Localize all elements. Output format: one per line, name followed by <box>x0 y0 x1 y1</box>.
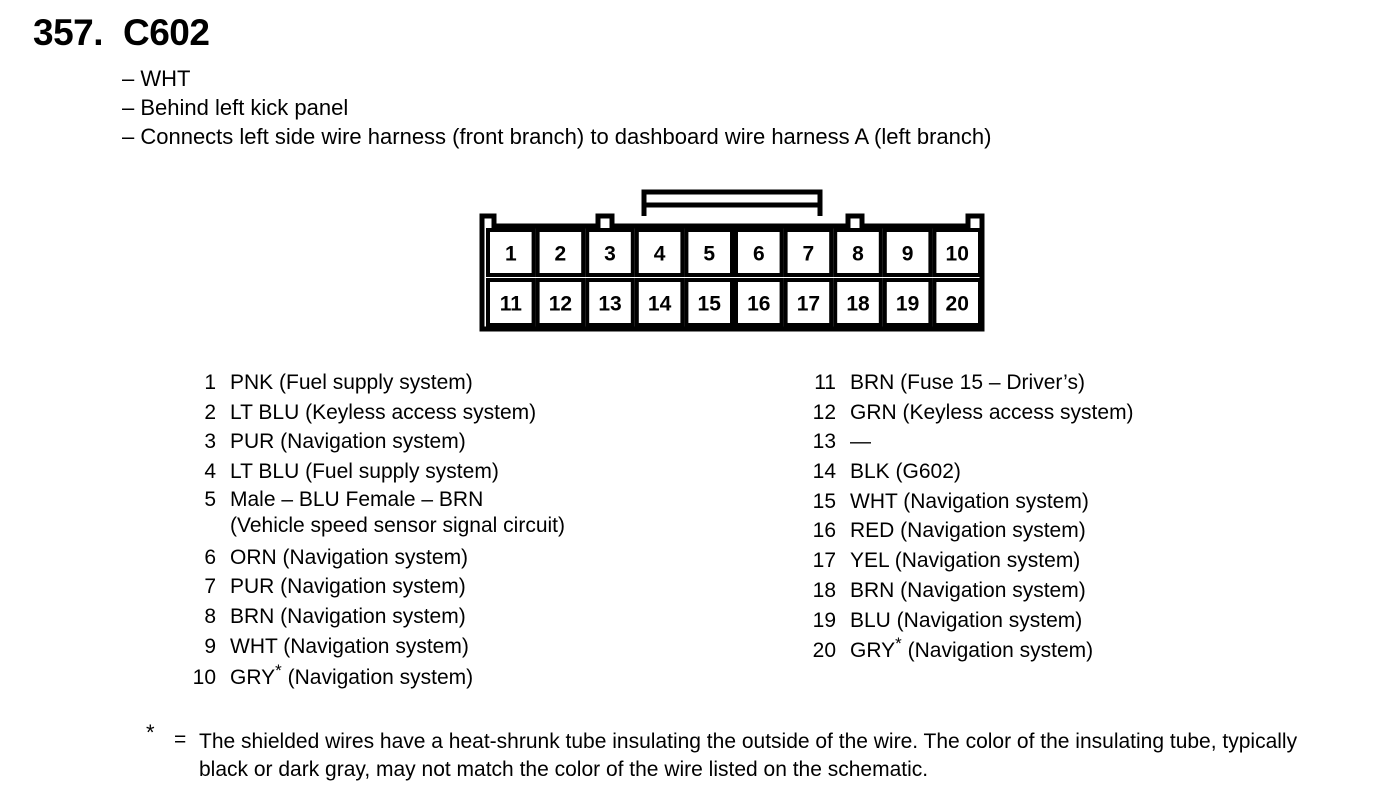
wire-description: BRN (Fuse 15 – Driver’s) <box>850 371 1085 394</box>
pin-number-5: 5 <box>703 242 716 266</box>
circuit-system: (Navigation system) <box>901 639 1094 663</box>
wire-description: YEL (Navigation system) <box>850 549 1081 573</box>
wire-description: BRN (Navigation system) <box>230 605 466 629</box>
pin-row-description <box>230 572 466 602</box>
wire-description: — <box>850 430 871 454</box>
wire-description: RED (Navigation system) <box>850 519 1086 543</box>
footnote-asterisk: * <box>146 720 155 745</box>
footnote-equals: = <box>174 728 187 751</box>
pin-row-number: 5 <box>204 487 216 511</box>
info-color: – WHT <box>122 66 191 91</box>
pin-number-15: 15 <box>697 292 721 316</box>
pin-row-description <box>850 606 1082 636</box>
section-number: 357. <box>33 12 104 53</box>
wire-description: GRN (Keyless access system) <box>850 400 1134 424</box>
pin-row-description <box>850 635 1093 668</box>
wire-description: BRN (Navigation system) <box>850 578 1086 602</box>
pin-number-20: 20 <box>945 292 969 316</box>
wire-description: WHT (Navigation system) <box>850 489 1089 513</box>
pin-row-number: 12 <box>812 400 836 424</box>
pin-row-description <box>230 487 565 539</box>
pin-row-number: 6 <box>204 545 216 569</box>
pin-row-number: 1 <box>204 371 216 394</box>
wire-description-continued: (Vehicle speed sensor signal circuit) <box>230 513 565 537</box>
wire-description: BLK (G602) <box>850 460 961 484</box>
pin-row-number: 8 <box>204 605 216 629</box>
wire-description: LT BLU (Fuel supply system) <box>230 460 499 484</box>
pin-number-4: 4 <box>653 242 666 266</box>
wire-description: PUR (Navigation system) <box>230 430 466 454</box>
footnote-text <box>199 728 1297 784</box>
pin-number-9: 9 <box>901 242 914 266</box>
pin-row-description <box>230 602 466 632</box>
pin-number-11: 11 <box>499 292 522 316</box>
pin-number-6: 6 <box>752 242 765 266</box>
pin-row-description <box>850 576 1086 606</box>
pin-row-description <box>850 457 961 487</box>
wire-description: PUR (Navigation system) <box>230 575 466 599</box>
pin-number-13: 13 <box>598 292 622 316</box>
pin-row-description <box>850 427 871 457</box>
connector-lock-tab <box>644 192 820 216</box>
shielded-asterisk: * <box>895 634 902 654</box>
pin-row-number: 14 <box>812 460 836 484</box>
pin-row-number: 19 <box>812 608 836 632</box>
pin-number-3: 3 <box>604 242 616 266</box>
info-location: – Behind left kick panel <box>122 95 349 120</box>
pin-row-description <box>230 662 473 695</box>
pin-number-1: 1 <box>504 242 517 266</box>
pin-row-number: 13 <box>812 430 836 454</box>
pin-number-16: 16 <box>747 292 771 316</box>
pin-row-number: 15 <box>812 489 836 513</box>
pin-number-18: 18 <box>846 292 870 316</box>
wire-description: ORN (Navigation system) <box>230 545 469 569</box>
pin-row-number: 7 <box>204 575 216 599</box>
wire-description: LT BLU (Keyless access system) <box>230 400 537 424</box>
pin-row-description <box>850 487 1089 517</box>
pin-number-14: 14 <box>647 292 672 316</box>
pin-number-2: 2 <box>554 242 567 266</box>
pin-row-number: 9 <box>204 634 216 658</box>
wire-color: GRY <box>230 665 276 689</box>
pin-row-number: 16 <box>812 519 836 543</box>
pin-row-number: 3 <box>204 430 216 454</box>
pin-number-7: 7 <box>802 242 815 266</box>
pin-row-description <box>850 546 1080 576</box>
pin-number-12: 12 <box>548 292 573 316</box>
wire-description: Male – BLU Female – BRN <box>230 487 484 511</box>
pin-number-17: 17 <box>796 292 821 316</box>
pin-row-number: 11 <box>814 371 836 394</box>
pin-row-description <box>230 457 499 487</box>
pin-row-description <box>230 632 469 662</box>
pin-number-10: 10 <box>945 242 969 266</box>
footnote-line-2: black or dark gray, may not match the color of the wire listed on the schematic. <box>199 758 929 781</box>
circuit-system: (Navigation system) <box>281 665 474 689</box>
pin-row-number: 18 <box>812 578 836 602</box>
pin-row-description <box>850 368 1085 398</box>
shielded-asterisk: * <box>275 660 282 680</box>
pin-row-number: 10 <box>192 665 216 689</box>
pin-row-description <box>230 543 468 573</box>
pin-row-number: 17 <box>812 549 836 573</box>
pin-number-8: 8 <box>852 242 864 266</box>
pin-row-description <box>230 427 466 457</box>
pin-row-number: 2 <box>204 400 216 424</box>
pin-row-number: 20 <box>812 639 836 663</box>
wire-description: BLU (Navigation system) <box>850 608 1083 632</box>
pin-row-description <box>850 398 1134 428</box>
pin-number-19: 19 <box>895 292 920 316</box>
connector-id: C602 <box>123 12 210 53</box>
wire-description: WHT (Navigation system) <box>230 634 469 658</box>
footnote-line-1: The shielded wires have a heat-shrunk tube insulating the outside of the wire. The color of the insulating tube, typically <box>199 730 1298 753</box>
pin-row-description <box>230 368 473 398</box>
wire-description: PNK (Fuel supply system) <box>230 371 473 394</box>
info-connection: – Connects left side wire harness (front branch) to dashboard wire harness A (left branch) <box>122 124 992 149</box>
wire-color: GRY <box>850 639 896 663</box>
pin-row-number: 4 <box>204 460 216 484</box>
pin-row-description <box>850 516 1086 546</box>
pin-row-description <box>230 398 536 428</box>
